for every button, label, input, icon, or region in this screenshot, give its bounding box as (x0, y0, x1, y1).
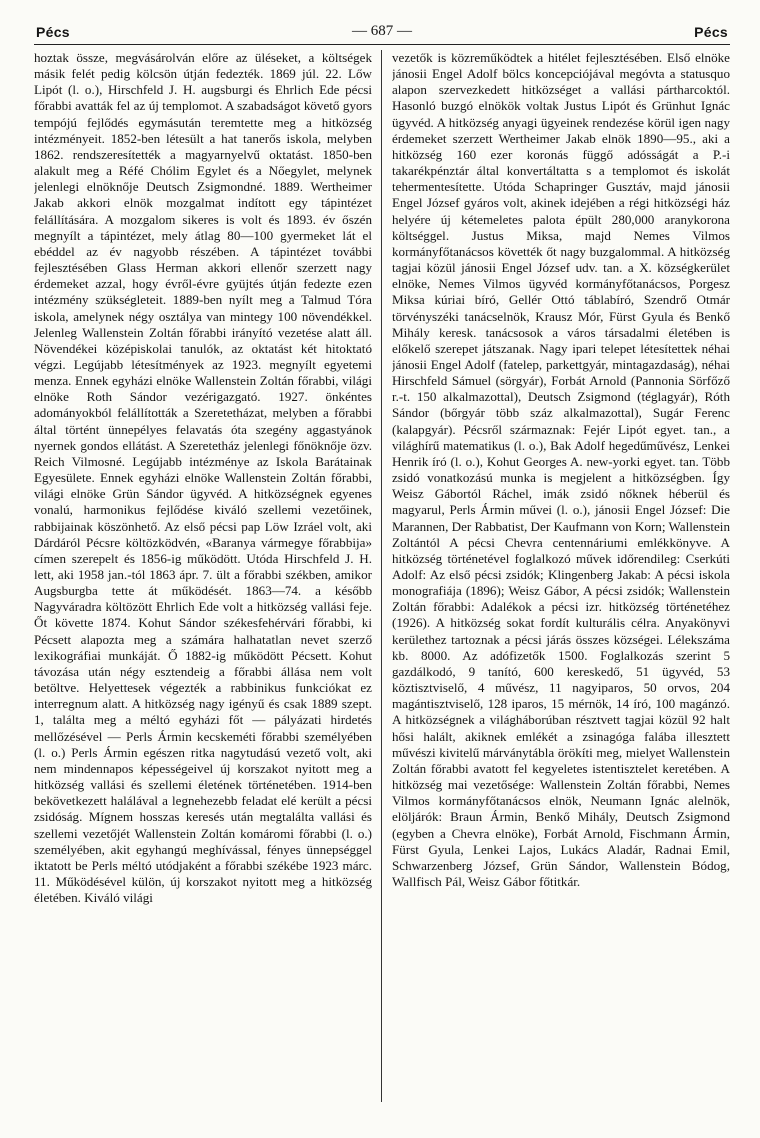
right-column (392, 50, 730, 1110)
right-column-text: vezetők is közreműködtek a hitélet fejlesztésében. Első elnöke jánosii Engel Adolf bölcs koncepciójával megóvta a statusquo alapon szervezkedett hitközséget a vallási pártharcoktól. Hasonló buzgó elnökök voltak Justus Lipót és Grünhut Ignác ügyvéd. A hitközség anyagi ügyeinek rendezése körül igen nagy érdemeket szerzett Wertheimer Jakab elnök 1890—95., aki a hitközség 160 ezer koronás függő adósságát a P.-i takarékpénztár által konvertáltatta s a templomot és iskolát tehermentesítette. Utóda Schapringer Gusztáv, majd jánosii Engel József gyáros volt, akinek idejében a régi hitközségi ház helyére új kétemeletes palota épült 280,000 aranykorona költséggel. Justus Miksa, majd Nemes Vilmos kormányfőtanácsos követték őt nagy buzgalommal. A hitközség tagjai közül jánosii Engel József udv. tan. a X. községkerület elnöke, Nemes Vilmos ügyvéd kormányfőtanácsos, Porgesz Miksa kúriai bíró, Gellér Ottó táblabíró, Szendrő Otmár törvényszéki tanácselnök, Krausz Mór, Fürst Gyula és Benkő Mihály keresk. tanácsosok a város társadalmi életében is előkelő szerepet játszanak. Nagy ipari telepet létesítettek néhai jánosii Engel Adolf (fatelep, parkettgyár, mintagazdaság), néhai Hirschfeld Sámuel (sörgyár), Forbát Arnold (Pannonia Sörfőző r.-t. 150 alkalmazottal), Deutsch Zsigmond (téglagyár), Róth Sándor (bőrgyár több száz alkalmazottal), Sugár Ferenc (kalapgyár). Pécsről származnak: Fejér Lipót egyet. tan., a világhírű matematikus (l. o.), Bak Adolf hegedűművész, Lenkei Henrik író (l. o.), Kohut Georges A. new-yorki egyet. tan. Több zsidó vonatkozású munka is megjelent a hitközségben. Így Weisz Gábortól Ráchel, imák zsidó nőknek héberül és magyarul, Perls Ármin művei (l. o.), jánosii Engel József: Die Marannen, Der Rabbatist, Der Kaufmann von Korn; Wallenstein Zoltántól A pécsi Chevra centennáriumi emlékkönyve. A hitközség történetével foglalkozó művek időrendileg: Cserkúti Adolf: Az első pécsi zsidók; Klingenberg Jakab: A pécsi iskola monografiája (1896); Weisz Gábor, A pécsi zsidók; Wallenstein Zoltán főrabbi: Adalékok a pécsi izr. hitközség történetéhez (1926). A hitközség sokat fordít kulturális célra. Anyakönyvi kerülethez tartoznak a pécsi járás összes községei. Lélekszáma kb. 8000. Az adófizetők 1500. Foglalkozás szerint 5 gazdálkodó, 9 tanító, 600 kereskedő, 51 ügyvéd, 53 köztisztviselő, 4 művész, 11 nagyiparos, 50 orvos, 204 magántisztviselő, 128 iparos, 15 mérnök, 14 író, 100 magánzó. A hitközségnek a világháborúban résztvett tagjai közül 92 halt hősi halált, akiknek emlékét a zsinagóga falába illesztett művészi kivitelű márványtábla örökíti meg, mielyet Wallenstein Zoltán főrabbi avatott fel kegyeletes istentisztelet keretében. A hitközség mai vezetősége: Wallenstein Zoltán főrabbi, Nemes Vilmos kormányfőtanácsos elnök, Neumann Ignác alelnök, elöljárók: Braun Ármin, Benkő Mihály, Deutsch Zsigmond (egyben a Chevra elnöke), Forbát Arnold, Fischmann Ármin, Fürst Gyula, Lenkei Lajos, Lukács Aladár, Radnai Emil, Schwarzenberg József, Grün Sándor, Wallenstein Bódog, Wallfisch Pál, Weisz Gábor főtitkár. (392, 50, 730, 889)
page-header (34, 22, 730, 45)
running-head-right: Pécs (694, 24, 728, 40)
text-columns (34, 50, 730, 1110)
left-column (34, 50, 372, 1110)
running-head-left: Pécs (36, 24, 70, 40)
left-column-text: hoztak össze, megvásárolván előre az üléseket, a költségek másik felét pedig kölcsön útján fedezték. 1869 júl. 22. Lőw Lipót (l. o.), Hirschfeld J. H. augsburgi és Ehrlich Ede pécsi főrabbi avatták fel az új templomot. A szabadságot követő gyors tempójú fejlődés egymásután teremtette meg a hitközség intézményeit. 1852-ben létesült a hat tanerős iskola, melyben 1862. rendszeresítették a magyarnyelvű oktatást. 1850-ben alakult meg a Réfé Chólim Egylet és a Nőegylet, melynek jelenlegi elnöknője Deutsch Zsigmondné. 1889. Wertheimer Jakab akkori elnök mozgalmat indított egy tápintézet felállítására. A mozgalom sikeres is volt és 1893. év őszén megnyílt a tápintézet, mely átlag 80—100 gyermeket lát el ebéddel az év nagyobb részében. A tápintézet további fejlesztésében Glass Herman akkori ellenőr szerzett nagy érdemeket azzal, hogy évről-évre gyüjtés útján fedezte ezen intézmény szükségleteit. 1889-ben nyílt meg a Talmud Tóra iskola, amelynek négy osztálya van mintegy 100 növendékkel. Jelenleg Wallenstein Zoltán főrabbi irányító vezetése alatt áll. Növendékei középiskolai tanulók, az oktatást két hitoktató végzi. Legújabb létesítmények az 1923. megnyílt egyetemi menza. Ennek egyházi elnöke Wallenstein Zoltán főrabbi, világi elnöke Roth Sándor vezérigazgató. 1927. önkéntes adományokból felállították a Szeretetházat, melyben a főrabbi által történt ünnepélyes felavatás óta szegény aggastyánok nyernek gondos ellátást. A Szeretetház jelenlegi főnöknője özv. Reich Vilmosné. Legújabb intézménye az Iskola Barátainak Egyesülete. Ennek egyházi elnöke Wallenstein Zoltán főrabbi, világi elnöke Grün Sándor ügyvéd. A hitközségnek egyenes vonalú, harmonikus fejlődése kiváló szellemi vezetőinek, rabbijainak köszönhető. Az első pécsi pap Löw Izráel volt, aki Dárdáról Pécsre költözködvén, «Baranya vármegye főrabbija» címen szerepelt és 1856-ig működött. Utóda Hirschfeld J. H. lett, aki 1958 jan.-tól 1863 ápr. 7. ült a főrabbi székben, amikor Augsburgba tette át működését. 1863—74. a később Nagyváradra költözött Ehrlich Ede volt a hitközség vallási feje. Őt követte 1874. Kohut Sándor székesfehérvári főrabbi, ki Pécsett alapozta meg a számára halhatatlan nevet szerző lexikográfiai munkáját. Ő 1882-ig működött Pécsett. Kohut távozása után négy esztendeig a főrabbi állása nem volt betöltve. Helyettesek végezték a rabbinikus funkciókat ez interregnum alatt. A hitközség nagy igényű és csak 1889 szept. 1, találta meg a méltó egyházi főt — pályázati hirdetés mellőzésével — Perls Ármin kecskeméti főrabbi személyében (l. o.) Perls Ármin egészen ritka nagytudású vezető volt, aki nem mindennapos képességeivel új korszakot nyitott meg a hitközség vallási és szellemi életének történetében. 1914-ben bekövetkezett halálával a legnehezebb feladat elé került a pécsi zsidóság. Mígnem hosszas keresés után megtalálta vallási és szellemi vezetőjét Wallenstein Zoltán komáromi főrabbi (l. o.) személyében, akit egyhangú meghívással, fényes ünnepséggel iktatott be Perls méltó utódjaként a főrabbi székébe 1923 márc. 11. Működésével külön, új korszakot nyitott meg a hitközség életében. Kiváló világi (34, 50, 372, 906)
page-number: — 687 — (352, 23, 412, 39)
